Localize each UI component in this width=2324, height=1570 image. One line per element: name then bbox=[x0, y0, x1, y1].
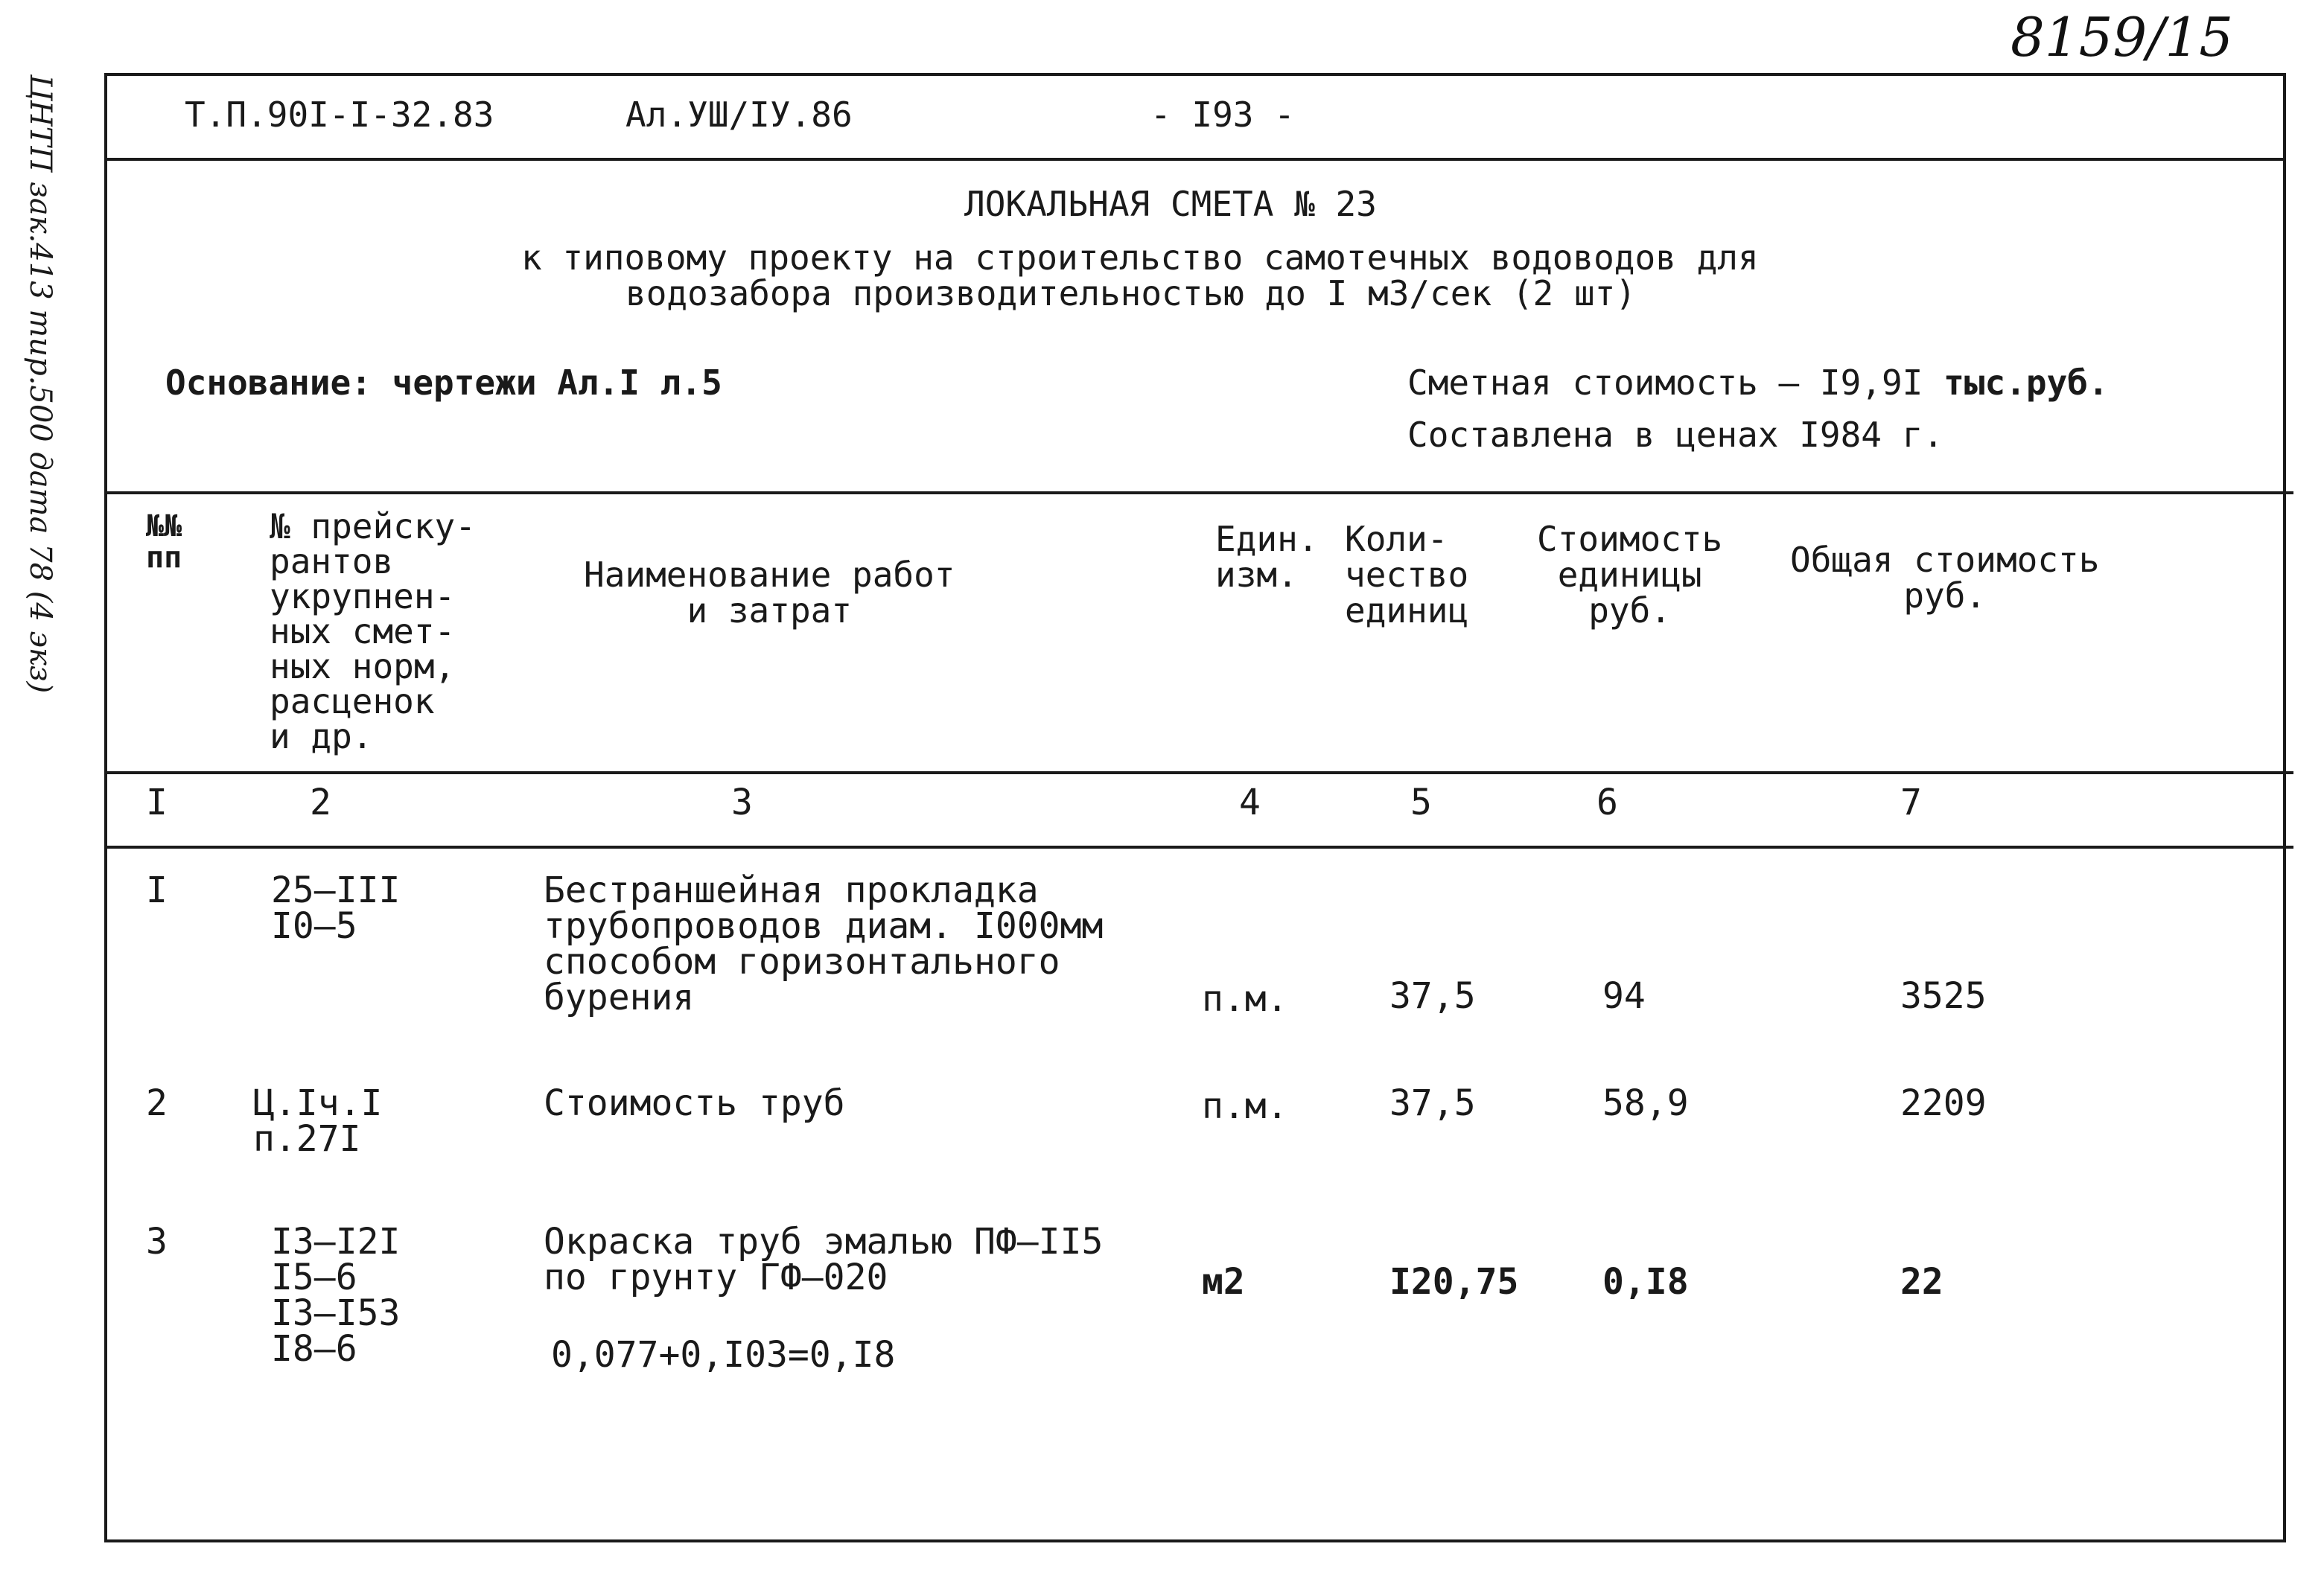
basis-value: чертежи Ал.I л.5 bbox=[392, 363, 722, 403]
row-name: Стоимость труб bbox=[544, 1082, 845, 1124]
estimated-cost-unit: тыс.руб. bbox=[1943, 363, 2109, 403]
row-unit-cost: 94 bbox=[1602, 975, 1646, 1017]
row-name: Окраска труб эмалью ПФ–II5 по грунту ГФ–020 bbox=[544, 1221, 1104, 1298]
column-number-2: 2 bbox=[310, 782, 331, 823]
archive-number: 8159/15 bbox=[2011, 6, 2234, 68]
page-number: - I93 - bbox=[1150, 95, 1295, 135]
basis-label: Основание: bbox=[165, 363, 372, 403]
header-name: Наименование работ и затрат bbox=[584, 555, 955, 631]
column-numbers-top-rule bbox=[104, 771, 2293, 774]
row-total: 3525 bbox=[1900, 975, 1987, 1017]
row-num: 3 bbox=[146, 1221, 168, 1263]
row-qty: 37,5 bbox=[1389, 1082, 1476, 1124]
margin-note-text: ЦНТП зак.413 тир.500 дата 78 (4 экз) bbox=[23, 74, 57, 694]
estimated-cost-label: Сметная стоимость – bbox=[1407, 363, 1800, 403]
column-number-5: 5 bbox=[1410, 782, 1432, 823]
row-pricelist: Ц.Iч.I п.27I bbox=[253, 1082, 383, 1160]
column-number-1: I bbox=[146, 782, 168, 823]
column-number-7: 7 bbox=[1900, 782, 1922, 823]
row-name: Бестраншейная прокладка трубопроводов диам. I000мм способом горизонтального бурения bbox=[544, 869, 1104, 1018]
header-unit: Един. изм. bbox=[1215, 519, 1319, 595]
basis-line bbox=[165, 365, 722, 401]
header-unit-cost: Стоимость единицы руб. bbox=[1537, 519, 1723, 631]
column-number-3: 3 bbox=[731, 782, 753, 823]
row-unit-cost: 0,I8 bbox=[1602, 1261, 1689, 1303]
row-qty: 37,5 bbox=[1389, 975, 1476, 1017]
estimated-cost-line bbox=[1407, 365, 2109, 401]
row-unit: п.м. bbox=[1202, 978, 1288, 1020]
row-total: 22 bbox=[1900, 1261, 1943, 1303]
estimated-cost-value: I9,9I bbox=[1819, 363, 1923, 403]
header-total: Общая стоимость руб. bbox=[1790, 540, 2100, 616]
header-qty: Коли- чество единиц bbox=[1345, 519, 1469, 631]
row-num: 2 bbox=[146, 1082, 168, 1124]
column-number-4: 4 bbox=[1239, 782, 1261, 823]
row-unit-cost: 58,9 bbox=[1602, 1082, 1689, 1124]
table-top-rule bbox=[104, 491, 2293, 494]
row-qty: I20,75 bbox=[1389, 1261, 1519, 1303]
header-rule bbox=[104, 158, 2286, 161]
row-unit: п.м. bbox=[1202, 1085, 1288, 1127]
album-code: Ал.УШ/IУ.86 bbox=[625, 95, 853, 135]
document-title: ЛОКАЛЬНАЯ СМЕТА № 23 bbox=[964, 184, 1377, 224]
document-subtitle-line1: к типовому проекту на строительство самотечных водоводов для bbox=[521, 237, 1759, 278]
column-number-6: 6 bbox=[1596, 782, 1618, 823]
row-formula: 0,077+0,I03=0,I8 bbox=[551, 1334, 896, 1376]
prices-year-line: Составлена в ценах I984 г. bbox=[1407, 415, 1944, 455]
header-pricelist: № прейску- рантов укрупнен- ных смет- ных норм, расценок и др. bbox=[270, 506, 476, 756]
row-pricelist: I3–I2I I5–6 I3–I53 I8–6 bbox=[271, 1221, 401, 1370]
project-code: Т.П.90I-I-32.83 bbox=[185, 95, 494, 135]
document-subtitle-line2: водозабора производительностью до I м3/сек (2 шт) bbox=[625, 273, 1637, 313]
column-numbers-bottom-rule bbox=[104, 846, 2293, 849]
row-pricelist: 25–III I0–5 bbox=[271, 869, 401, 947]
row-num: I bbox=[146, 869, 168, 911]
header-num: №№ пп bbox=[146, 509, 182, 575]
row-total: 2209 bbox=[1900, 1082, 1987, 1124]
row-unit: м2 bbox=[1202, 1261, 1245, 1303]
margin-note bbox=[22, 74, 60, 694]
